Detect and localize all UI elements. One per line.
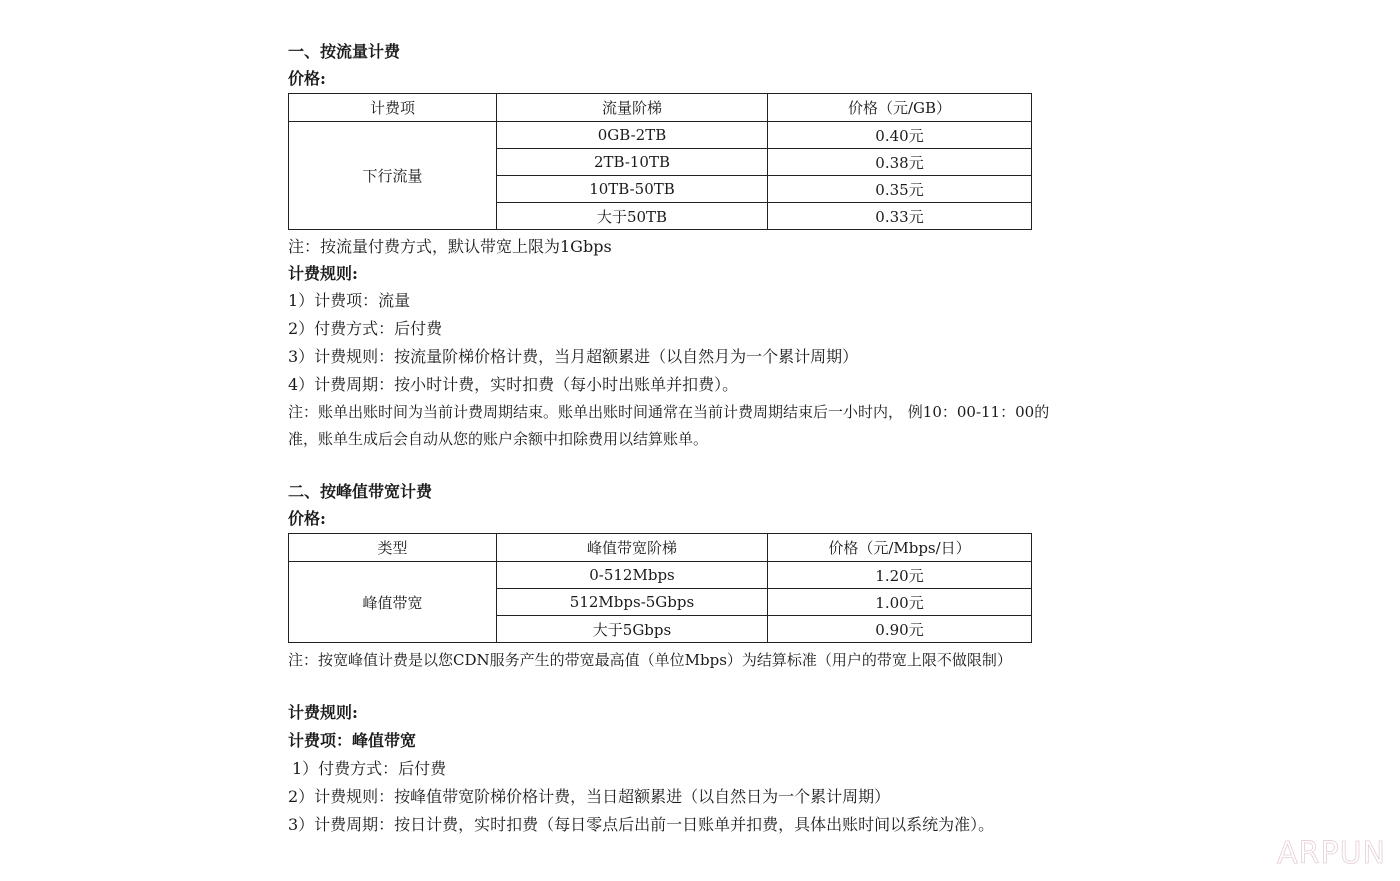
price-cell: 0.35元 bbox=[768, 176, 1032, 203]
tier-cell: 0-512Mbps bbox=[497, 562, 768, 589]
header-bandwidth-tier: 峰值带宽阶梯 bbox=[497, 534, 768, 562]
billing-item-cell: 下行流量 bbox=[289, 122, 497, 230]
section1-title: 一、按流量计费 bbox=[288, 42, 401, 61]
section1-rule-3: 3）计费规则：按流量阶梯价格计费，当月超额累进（以自然月为一个累计周期） bbox=[288, 347, 859, 366]
section1-rules-label: 计费规则: bbox=[288, 264, 358, 283]
section1-rule-2: 2）付费方式：后付费 bbox=[288, 319, 443, 338]
section2-rule-3: 3）计费周期：按日计费，实时扣费（每日零点后出前一日账单并扣费，具体出账时间以系统为准）。 bbox=[288, 815, 995, 834]
section2-billing-item: 计费项：峰值带宽 bbox=[288, 731, 417, 750]
price-cell: 0.33元 bbox=[768, 203, 1032, 230]
section2-price-label: 价格: bbox=[288, 509, 326, 528]
section2-note: 注：按宽峰值计费是以您CDN服务产生的带宽最高值（单位Mbps）为结算标准（用户的带宽上限不做限制） bbox=[288, 651, 1012, 669]
section2-rule-2: 2）计费规则：按峰值带宽阶梯价格计费，当日超额累进（以自然日为一个累计周期） bbox=[288, 787, 891, 806]
header-billing-item: 计费项 bbox=[289, 94, 497, 122]
price-cell: 0.90元 bbox=[768, 616, 1032, 643]
price-cell: 1.00元 bbox=[768, 589, 1032, 616]
header-price: 价格（元/GB） bbox=[768, 94, 1032, 122]
watermark-logo: ARPUN bbox=[1277, 836, 1386, 871]
tier-cell: 大于50TB bbox=[497, 203, 768, 230]
type-cell: 峰值带宽 bbox=[289, 562, 497, 643]
section1-billing-note-line1: 注：账单出账时间为当前计费周期结束。账单出账时间通常在当前计费周期结束后一小时内， 例10：00-11：00的 bbox=[288, 403, 1050, 421]
section2-rules-label: 计费规则: bbox=[288, 703, 358, 722]
tier-cell: 2TB-10TB bbox=[497, 149, 768, 176]
section1-rule-1: 1）计费项：流量 bbox=[288, 291, 411, 310]
table-header-row bbox=[289, 534, 1032, 562]
section1-rule-4: 4）计费周期：按小时计费，实时扣费（每小时出账单并扣费）。 bbox=[288, 375, 739, 394]
tier-cell: 大于5Gbps bbox=[497, 616, 768, 643]
pricing-document bbox=[288, 0, 1158, 881]
section2-title: 二、按峰值带宽计费 bbox=[288, 482, 433, 501]
tier-cell: 10TB-50TB bbox=[497, 176, 768, 203]
header-traffic-tier: 流量阶梯 bbox=[497, 94, 768, 122]
section1-price-label: 价格: bbox=[288, 69, 326, 88]
table-header-row bbox=[289, 94, 1032, 122]
traffic-price-table bbox=[288, 93, 1032, 230]
price-cell: 0.40元 bbox=[768, 122, 1032, 149]
tier-cell: 512Mbps-5Gbps bbox=[497, 589, 768, 616]
bandwidth-price-table bbox=[288, 533, 1032, 643]
price-cell: 0.38元 bbox=[768, 149, 1032, 176]
table-row bbox=[289, 122, 1032, 149]
section1-note: 注：按流量付费方式，默认带宽上限为1Gbps bbox=[288, 237, 612, 256]
section1-billing-note-line2: 准，账单生成后会自动从您的账户余额中扣除费用以结算账单。 bbox=[288, 430, 709, 448]
tier-cell: 0GB-2TB bbox=[497, 122, 768, 149]
table-row bbox=[289, 562, 1032, 589]
header-type: 类型 bbox=[289, 534, 497, 562]
price-cell: 1.20元 bbox=[768, 562, 1032, 589]
section2-rule-1: 1）付费方式：后付费 bbox=[292, 759, 447, 778]
header-price: 价格（元/Mbps/日） bbox=[768, 534, 1032, 562]
